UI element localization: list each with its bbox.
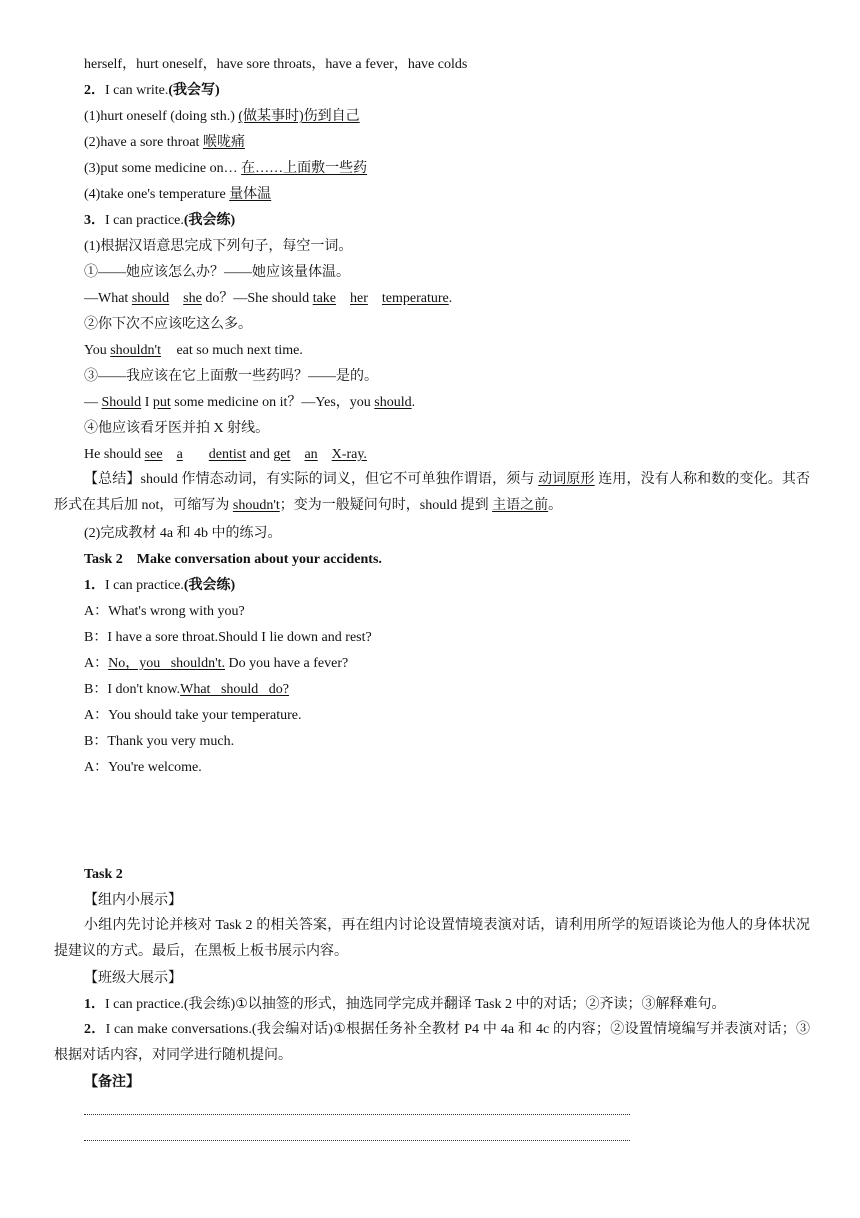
class-show-text: (我会练)①以抽签的形式，抽选同学完成并翻译 Task 2 中的对话；②齐读；③解释难句。 [183, 997, 726, 1012]
notes-label: 【备注】 [84, 1075, 140, 1090]
write-heading-en: I can write. [105, 83, 169, 98]
class-show-en: I can practice. [105, 997, 184, 1012]
text-run: should 作情态动词，有实际的词义，但它不可单独作谓语，须与 [140, 472, 539, 487]
q4-chinese: ④他应该看牙医并拍 X 射线。 [84, 421, 270, 436]
q2-chinese: ②你下次不应该吃这么多。 [84, 317, 252, 332]
text-run: . [448, 291, 453, 306]
write-item [84, 134, 245, 152]
dialog-line: A：You should take your temperature. [84, 708, 302, 723]
class-show-num: 2． [84, 1022, 106, 1037]
text-run: A： [84, 656, 109, 671]
practice-instruction: (1)根据汉语意思完成下列句子，每空一词。 [84, 239, 353, 254]
q3-chinese: ③——我应该在它上面敷一些药吗？——是的。 [84, 369, 378, 384]
text-run: eat so much next time. [172, 343, 303, 358]
text-run: — [84, 395, 102, 410]
q4-english [84, 446, 367, 464]
write-item-prefix: (3)put some medicine on… [84, 161, 242, 176]
blank-answer: get [273, 447, 291, 462]
practice-heading [84, 212, 235, 230]
text-run: do？—She should [201, 291, 313, 306]
group-show-label: 【组内小展示】 [84, 893, 182, 908]
dialog-line: B：Thank you very much. [84, 734, 235, 749]
blank-answer: No，you shouldn't. [108, 656, 225, 671]
blank-answer: shoudn't [232, 498, 280, 513]
blank-answer: she [183, 291, 202, 306]
group-show-text: 小组内先讨论并核对 Task 2 的相关答案，再在组内讨论设置情境表演对话，请利用所学的短语谈论为他人的身体状况提建议的方式。最后，在黑板上板书展示内容。 [54, 918, 810, 959]
q1-chinese: ①——她应该怎么办？——她应该量体温。 [84, 265, 350, 280]
summary-label: 【总结】 [84, 472, 141, 487]
text-run: He should [84, 447, 145, 462]
dialog-line [84, 655, 348, 673]
write-item-answer: 量体温 [229, 187, 272, 202]
dialog-line: A：You're welcome. [84, 760, 202, 775]
write-item-answer: (做某事时)伤到自己 [238, 109, 360, 124]
task2-sub-num: 1． [84, 578, 105, 593]
write-item [84, 186, 271, 204]
blank-answer: shouldn't [110, 343, 161, 358]
text-run: 。 [548, 498, 563, 513]
blank-answer: Should [101, 395, 142, 410]
text-run: You [84, 343, 111, 358]
blank-answer: her [350, 291, 368, 306]
write-item-answer: 在……上面敷一些药 [241, 161, 368, 176]
blank-answer: dentist [208, 447, 247, 462]
task2-sub-en: I can practice. [105, 578, 184, 593]
dialog-line [84, 681, 289, 699]
text-run: Do you have a fever? [225, 656, 349, 671]
practice-heading-num: 3． [84, 213, 105, 228]
class-show-en: I can make conversations. [105, 1022, 252, 1037]
blank-answer: should [374, 395, 412, 410]
dialog-line: B：I have a sore throat.Should I lie down and rest? [84, 630, 372, 645]
text-run: 连用，没有人称和数的变化。其否形式在其后加 not，可缩写为 [54, 472, 811, 513]
text-run: —What [84, 291, 132, 306]
blank-answer: 主语之前 [492, 498, 549, 513]
write-item [84, 108, 360, 126]
q2-english [84, 342, 303, 360]
text-run: ；变为一般疑问句时，should 提到 [279, 498, 493, 513]
show-title: Task 2 [84, 867, 123, 882]
write-heading-cn: (我会写) [168, 83, 220, 98]
dialog-line: A：What's wrong with you? [84, 604, 245, 619]
text-run: B：I don't know. [84, 682, 181, 697]
blank-answer: see [144, 447, 163, 462]
summary-paragraph [54, 467, 810, 519]
q1-english [84, 290, 452, 308]
write-item-prefix: (1)hurt oneself (doing sth.) [84, 109, 239, 124]
task2-heading: Task 2 Make conversation about your accidents. [84, 552, 382, 567]
blank-answer: take [312, 291, 337, 306]
blank-answer: should [131, 291, 170, 306]
practice-heading-cn: (我会练) [183, 213, 236, 228]
text-run: some medicine on it？—Yes，you [170, 395, 375, 410]
write-item-prefix: (2)have a sore throat [84, 135, 203, 150]
text-run: . [411, 395, 416, 410]
task2-sub-cn: (我会练) [183, 578, 236, 593]
blank-answer: an [304, 447, 318, 462]
write-item-answer: 喉咙痛 [202, 135, 245, 150]
notes-line [84, 1140, 630, 1141]
blank-answer: 动词原形 [538, 472, 595, 487]
class-show-item [84, 996, 726, 1014]
text-run: and [246, 447, 274, 462]
class-show-item [54, 1017, 810, 1069]
text-run: I [141, 395, 153, 410]
write-heading [84, 82, 220, 100]
class-show-text: (我会编对话)①根据任务补全教材 P4 中 4a 和 4c 的内容；②设置情境编写并表演对话；③根据对话内容，对同学进行随机提问。 [54, 1022, 811, 1063]
write-item [84, 160, 367, 178]
write-heading-num: 2． [84, 83, 105, 98]
blank-answer: put [152, 395, 171, 410]
blank-answer: temperature [381, 291, 449, 306]
notes-line [84, 1114, 630, 1115]
vocab-line: herself，hurt oneself，have sore throats，have a fever，have colds [84, 57, 468, 72]
write-item-prefix: (4)take one's temperature [84, 187, 230, 202]
blank-answer: a [176, 447, 183, 462]
q3-english [84, 394, 415, 412]
blank-answer: What should do? [180, 682, 289, 697]
blank-answer: X-ray. [331, 447, 367, 462]
task2-sub-heading [84, 577, 235, 595]
practice-heading-en: I can practice. [105, 213, 184, 228]
class-show-num: 1． [84, 997, 105, 1012]
class-show-label: 【班级大展示】 [84, 971, 182, 986]
textbook-exercise: (2)完成教材 4a 和 4b 中的练习。 [84, 526, 282, 541]
